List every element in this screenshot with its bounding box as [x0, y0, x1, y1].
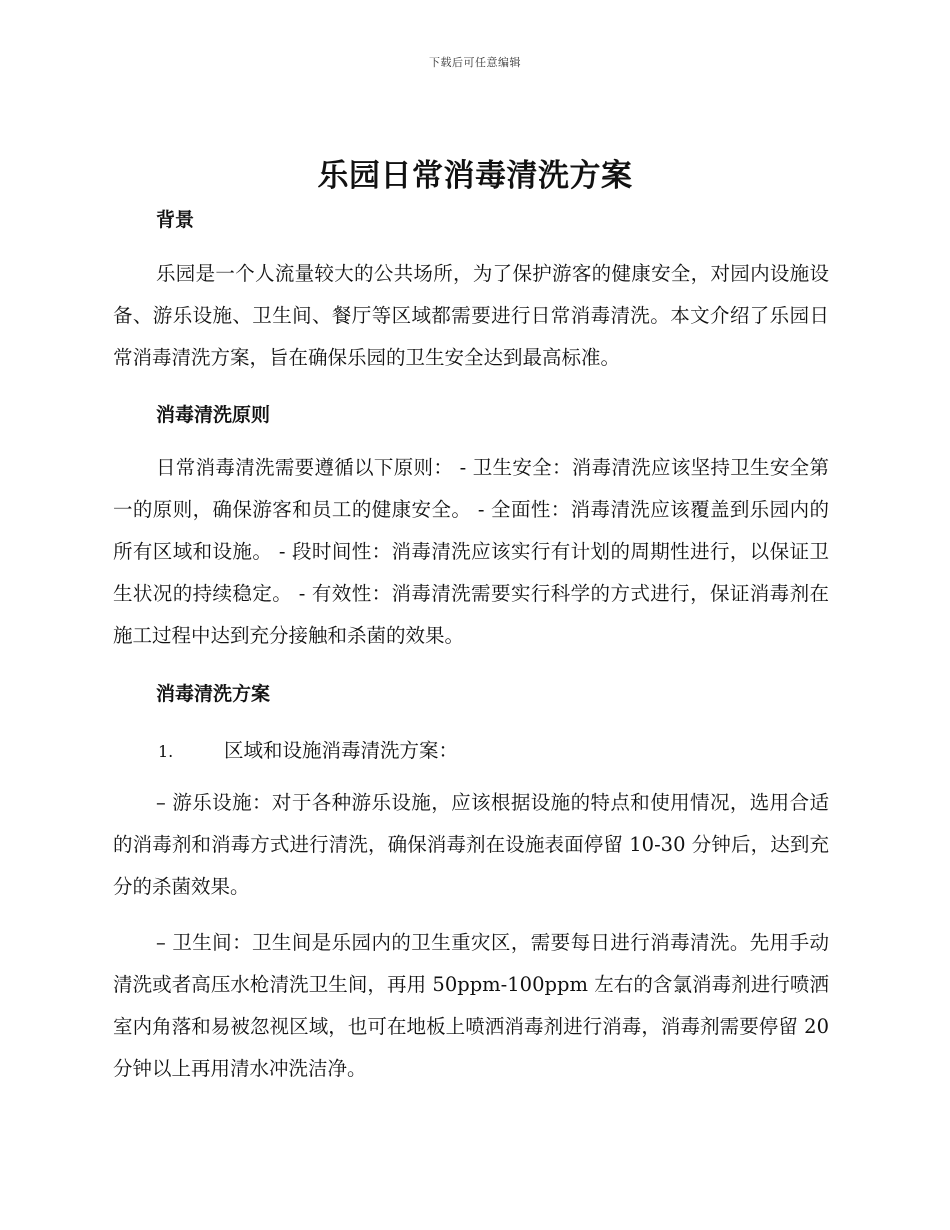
paragraph-rides: – 游乐设施：对于各种游乐设施，应该根据设施的特点和使用情况，选用合适的消毒剂和消毒方式进行清洗，确保消毒剂在设施表面停留 10-30 分钟后，达到充分的杀菌效果。 [113, 791, 829, 898]
paragraph-background: 乐园是一个人流量较大的公共场所，为了保护游客的健康安全，对园内设施设备、游乐设施、卫生间、餐厅等区域都需要进行日常消毒清洗。本文介绍了乐园日常消毒清洗方案，旨在确保乐园的卫生安全达到最高标准。 [113, 262, 829, 369]
header-note: 下载后可任意编辑 [429, 56, 521, 69]
list-item-text: 区域和设施消毒清洗方案： [224, 739, 459, 762]
paragraph-restrooms: – 卫生间：卫生间是乐园内的卫生重灾区，需要每日进行消毒清洗。先用手动清洗或者高压水枪清洗卫生间，再用 50ppm-100ppm 左右的含氯消毒剂进行喷洒室内角落和易被忽视区域，也可在地板上喷洒消毒剂进行消毒，消毒剂需要停留 20 分钟以上再用清水冲洗洁净。 [113, 931, 829, 1080]
document-title: 乐园日常消毒清洗方案 [317, 158, 633, 194]
section-heading-plan: 消毒清洗方案 [156, 683, 271, 705]
list-number: 1. [158, 742, 174, 761]
list-item [158, 735, 458, 763]
paragraph-principles: 日常消毒清洗需要遵循以下原则： - 卫生安全：消毒清洗应该坚持卫生安全第一的原则，确保游客和员工的健康安全。 - 全面性：消毒清洗应该覆盖到乐园内的所有区域和设施。 - 段时间性：消毒清洗应该实行有计划的周期性进行，以保证卫生状况的持续稳定。 - 有效性：消毒清洗需要实行科学的方式进行，保证消毒剂在施工过程中达到充分接触和杀菌的效果。 [113, 456, 829, 647]
section-heading-background: 背景 [156, 209, 195, 231]
section-heading-principles: 消毒清洗原则 [156, 404, 271, 426]
